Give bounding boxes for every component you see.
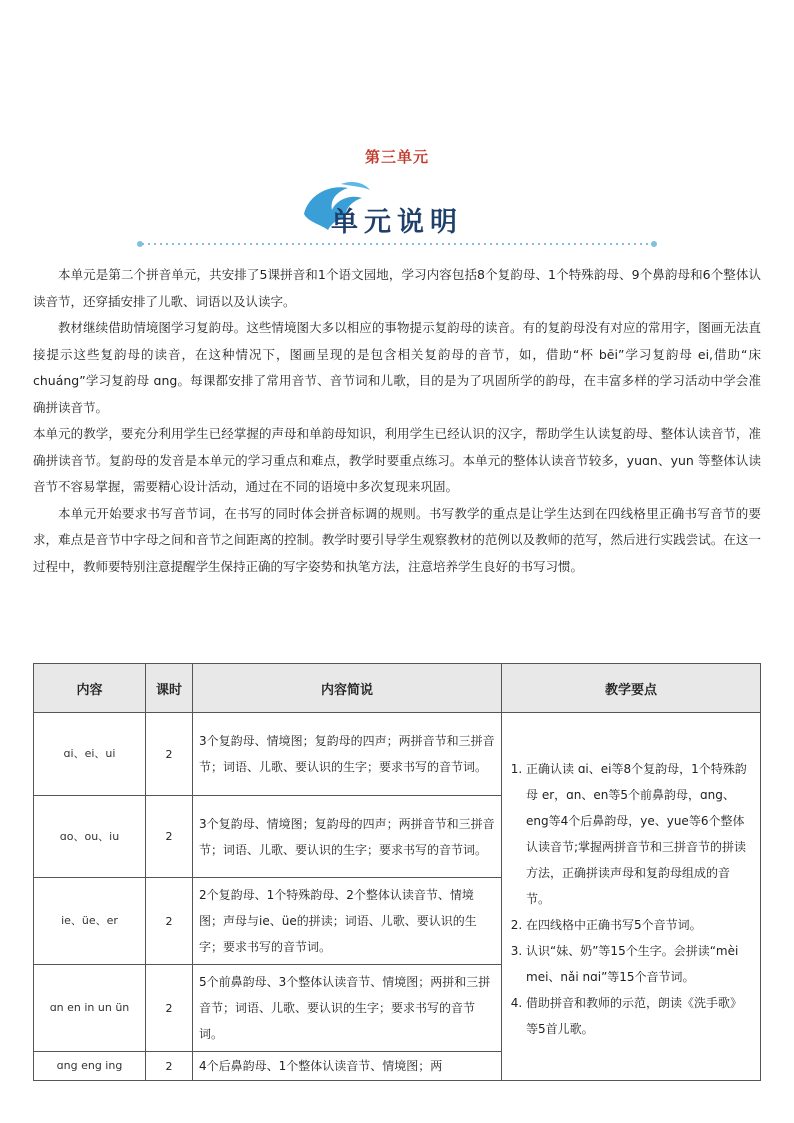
row-desc: 5个前鼻韵母、3个整体认读音节、情境图；两拼和三拼音节；词语、儿歌、要认识的生字；要求书写的音节词。 xyxy=(193,965,502,1052)
row-desc: 2个复韵母、1个特殊韵母、2个整体认读音节、情境图；声母与ie、üe的拼读；词语、儿歌、要认识的生字；要求书写的音节词。 xyxy=(193,878,502,965)
header-keys: 教学要点 xyxy=(502,664,761,713)
unit-title: 第三单元 xyxy=(364,148,429,166)
paragraph: 教材继续借助情境图学习复韵母。这些情境图大多以相应的事物提示复韵母的读音。有的复韵母没有对应的常用字，图画无法直接提示这些复韵母的读音，在这种情况下，图画呈现的是包含相关复韵母的音节，如，借助“杯 bēi”学习复韵母 ei,借助“床 chuáng”学习复韵母 ɑng。每课都安排了常用音节、音节词和儿歌，目的是为了巩固所学的韵母，在丰富多样的学习活动中学会准确拼读音节。 xyxy=(33,320,761,415)
table-header-row xyxy=(34,664,761,713)
row-content: ie、üe、er xyxy=(34,878,146,965)
row-desc: 3个复韵母、情境图；复韵母的四声；两拼音节和三拼音节；词语、儿歌、要认识的生字；要求书写的音节词。 xyxy=(193,713,502,796)
teaching-keys xyxy=(502,713,761,1081)
lesson-plan-table xyxy=(33,663,761,1081)
row-desc: 4个后鼻韵母、1个整体认读音节、情境图；两 xyxy=(193,1052,502,1081)
row-hours: 2 xyxy=(146,713,193,796)
list-item: 2. 在四线格中正确书写5个音节词。 xyxy=(526,912,750,938)
row-hours: 2 xyxy=(146,965,193,1052)
header-desc: 内容简说 xyxy=(193,664,502,713)
row-hours: 2 xyxy=(146,796,193,878)
row-hours: 2 xyxy=(146,1052,193,1081)
row-content: ɑi、ei、ui xyxy=(34,713,146,796)
header-content: 内容 xyxy=(34,664,146,713)
paragraph: 本单元的教学，要充分利用学生已经掌握的声母和单韵母知识，利用学生已经认识的汉字，帮助学生认读复韵母、整体认读音节，准确拼读音节。复韵母的发音是本单元的学习重点和难点，教学时要重点练习。本单元的整体认读音节较多，yuɑn、yun 等整体认读音节不容易掌握，需要精心设计活动，通过在不同的语境中多次复现来巩固。 xyxy=(33,426,761,494)
intro-text xyxy=(33,262,761,580)
keys-list xyxy=(508,756,750,1042)
table-row xyxy=(34,713,761,796)
row-content: ɑn en in un ün xyxy=(34,965,146,1052)
row-desc: 3个复韵母、情境图；复韵母的四声；两拼音节和三拼音节；词语、儿歌、要认识的生字；要求书写的音节词。 xyxy=(193,796,502,878)
header-hours: 课时 xyxy=(146,664,193,713)
row-content: ɑng eng ing xyxy=(34,1052,146,1081)
paragraph: 本单元开始要求书写音节词，在书写的同时体会拼音标调的规则。书写教学的重点是让学生达到在四线格里正确书写音节的要求，难点是音节中字母之间和音节之间距离的控制。教学时要引导学生观察教材的范例以及教师的范写，然后进行实践尝试。在这一过程中，教师要特别注意提醒学生保持正确的写字姿势和执笔方法，注意培养学生良好的书写习惯。 xyxy=(33,505,761,574)
row-hours: 2 xyxy=(146,878,193,965)
paragraph: 本单元是第二个拼音单元，共安排了5课拼音和1个语文园地，学习内容包括8个复韵母、1个特殊韵母、9个鼻韵母和6个整体认读音节，还穿插安排了儿歌、词语以及认读字。 xyxy=(33,267,761,309)
list-item: 1. 正确认读 ɑi、ei等8个复韵母，1个特殊韵母 er，ɑn、en等5个前鼻韵母，ɑng、eng等4个后鼻韵母，ye、yue等6个整体认读音节;掌握两拼音节和三拼音节的拼读方法，正确拼读声母和复韵母组成的音节。 xyxy=(526,756,750,912)
banner-title: 单元说明 xyxy=(331,207,463,238)
list-item: 3. 认识“妹、奶”等15个生字。会拼读“mèi mei、nǎi nɑi”等15个音节词。 xyxy=(526,938,750,990)
list-item: 4. 借助拼音和教师的示范，朗读《洗手歌》等5首儿歌。 xyxy=(526,990,750,1042)
row-content: ɑo、ou、iu xyxy=(34,796,146,878)
